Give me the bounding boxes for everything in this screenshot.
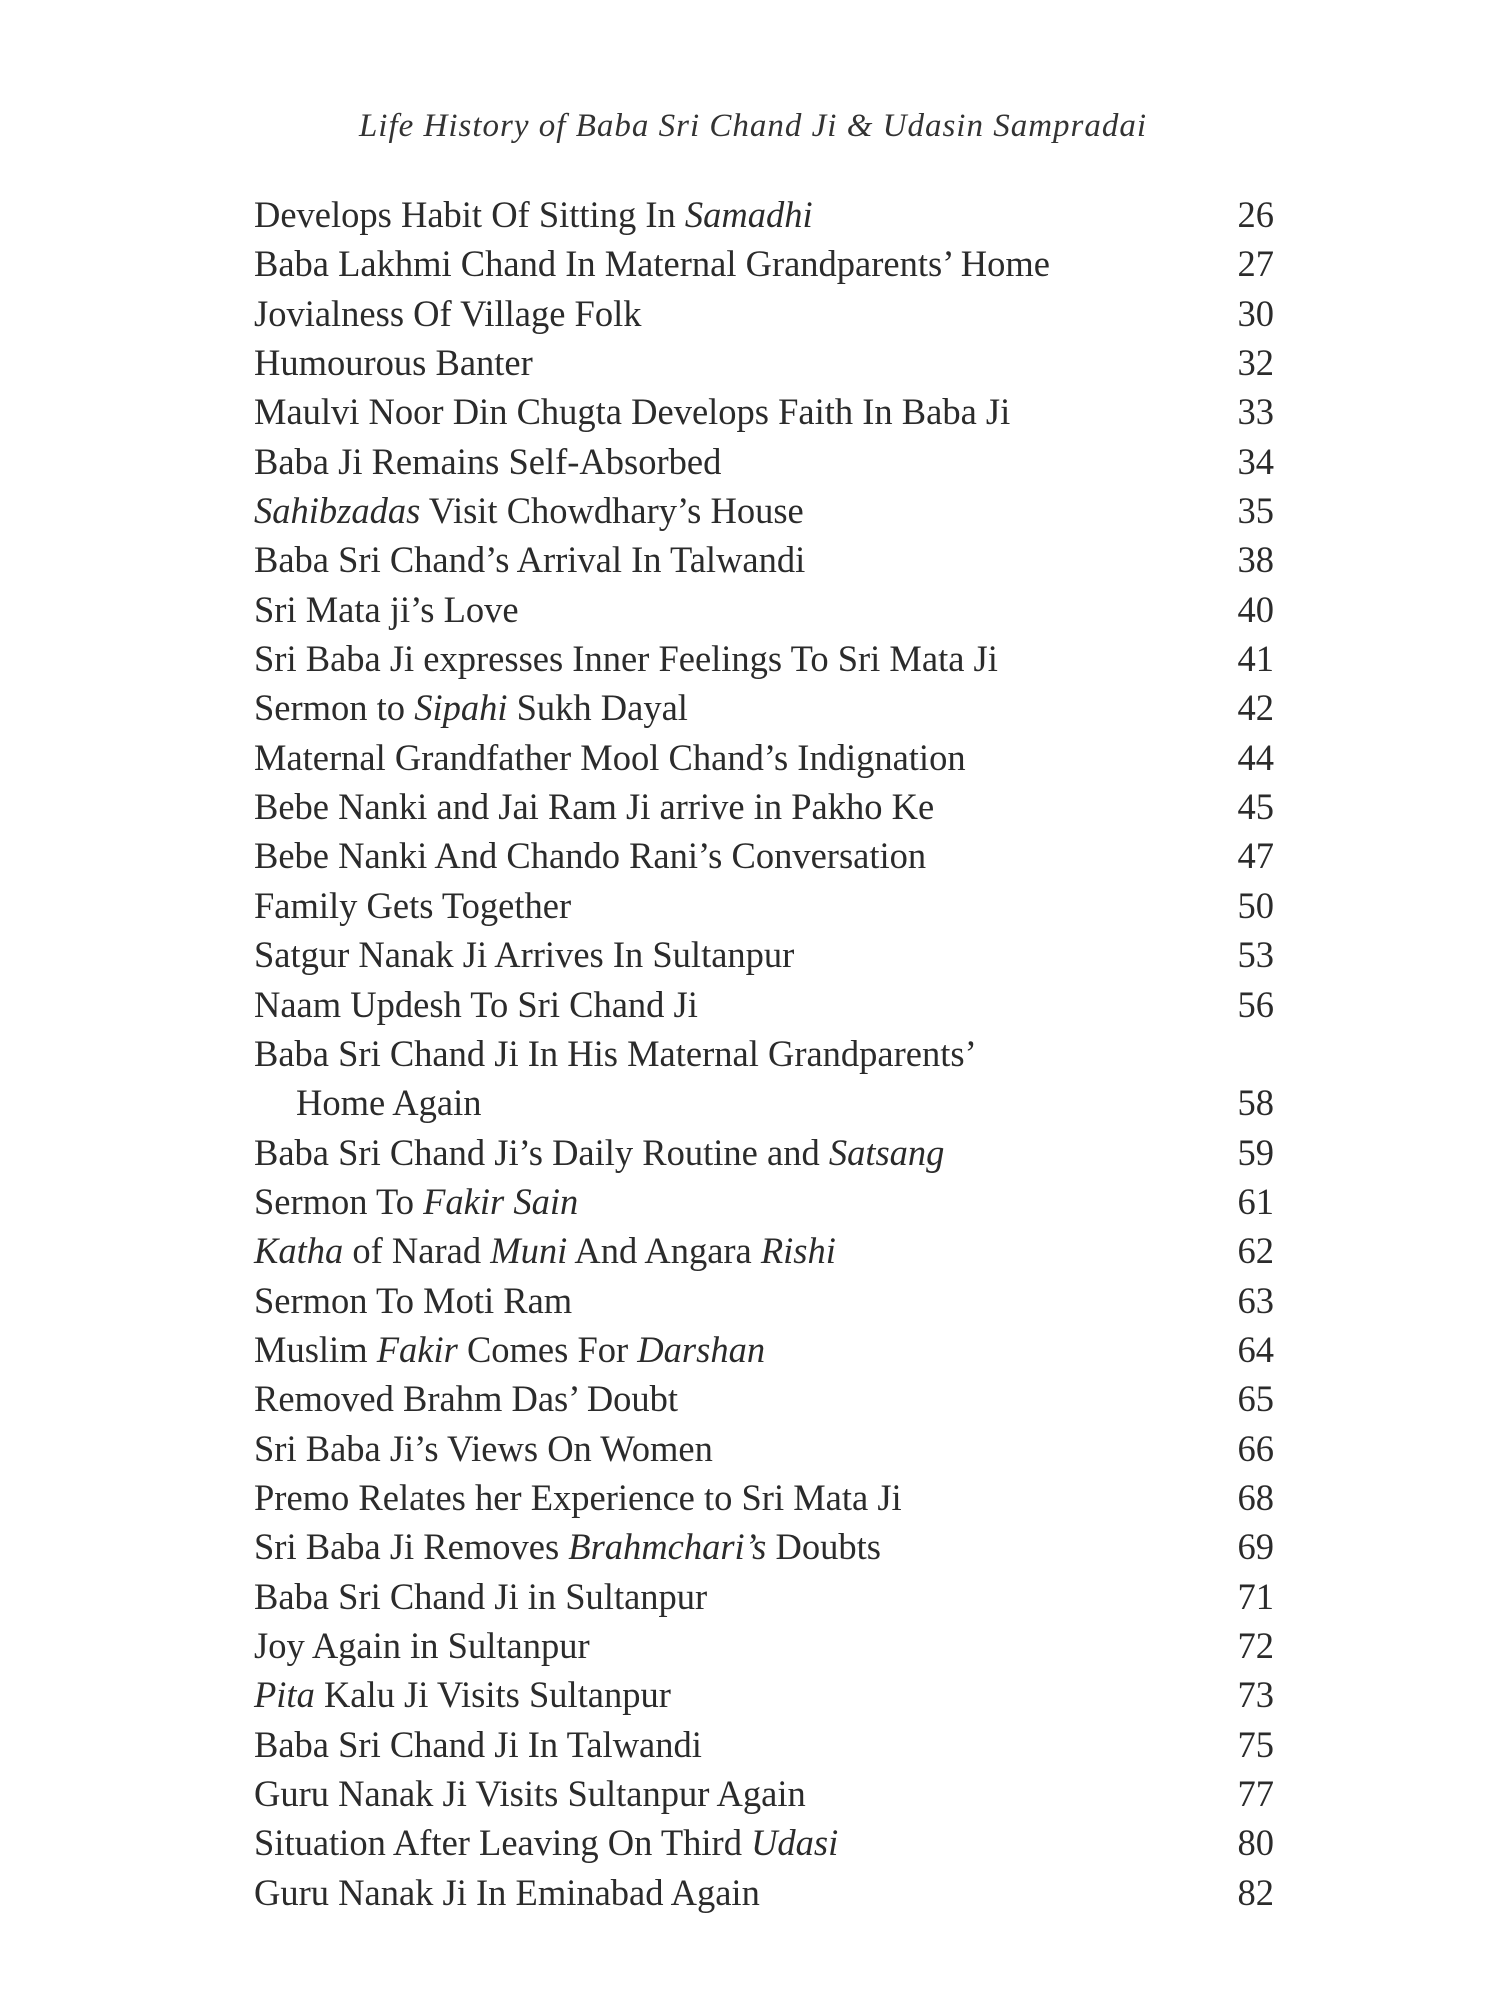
toc-entry bbox=[254, 1374, 1274, 1423]
toc-title-segment: Humourous Banter bbox=[254, 342, 533, 384]
toc-page-number: 65 bbox=[1237, 1378, 1274, 1420]
toc-entry bbox=[254, 1276, 1274, 1325]
toc-entry bbox=[254, 881, 1274, 930]
toc-title-continuation: Home Again bbox=[296, 1082, 482, 1124]
table-of-contents bbox=[254, 190, 1274, 1917]
toc-page-number: 72 bbox=[1237, 1624, 1274, 1666]
toc-page-number: 58 bbox=[1237, 1082, 1274, 1124]
toc-entry bbox=[254, 831, 1274, 880]
toc-entry-title bbox=[254, 683, 688, 732]
toc-entry-title bbox=[254, 1226, 836, 1275]
toc-page-number: 47 bbox=[1237, 835, 1274, 877]
toc-entry bbox=[254, 338, 1274, 387]
toc-title-segment: Baba Lakhmi Chand In Maternal Grandparents’ Home bbox=[254, 243, 1050, 285]
toc-entry-title bbox=[254, 1128, 944, 1177]
toc-title-segment: Sermon To bbox=[254, 1180, 424, 1222]
toc-entry-title bbox=[254, 733, 966, 782]
toc-title-segment: Guru Nanak Ji Visits Sultanpur Again bbox=[254, 1773, 806, 1814]
toc-page-number: 35 bbox=[1237, 490, 1274, 532]
toc-entry bbox=[254, 1029, 1274, 1128]
running-head: Life History of Baba Sri Chand Ji & Udasin Sampradai bbox=[358, 108, 1148, 144]
toc-entry-title bbox=[254, 930, 794, 979]
toc-title-segment: Baba Sri Chand Ji’s Daily Routine and bbox=[254, 1131, 829, 1173]
toc-title-segment: Maternal Grandfather Mool Chand’s Indignation bbox=[254, 736, 966, 778]
toc-entry bbox=[254, 486, 1274, 535]
toc-entry-title bbox=[254, 1276, 572, 1325]
toc-title-segment: of Narad bbox=[343, 1230, 491, 1272]
toc-entry bbox=[254, 289, 1274, 338]
toc-page-number: 59 bbox=[1237, 1131, 1274, 1173]
toc-entry bbox=[254, 239, 1274, 288]
toc-title-italic-segment: Muni bbox=[490, 1230, 568, 1272]
toc-entry-title bbox=[254, 831, 926, 880]
toc-entry-title bbox=[254, 289, 641, 338]
toc-title-segment: Maulvi Noor Din Chugta Develops Faith In Baba Ji bbox=[254, 391, 1011, 433]
toc-entry-title bbox=[254, 387, 1010, 436]
toc-entry-title bbox=[254, 239, 1050, 288]
toc-entry bbox=[254, 190, 1274, 239]
toc-entry bbox=[254, 1226, 1274, 1275]
toc-entry-title bbox=[254, 1325, 765, 1374]
toc-title-italic-segment: Samadhi bbox=[684, 194, 813, 235]
toc-entry bbox=[254, 1128, 1274, 1177]
toc-title-segment: Sri Baba Ji expresses Inner Feelings To Sri Mata Ji bbox=[254, 638, 998, 680]
toc-entry-title bbox=[254, 585, 519, 634]
toc-title-italic-segment: Darshan bbox=[637, 1328, 766, 1370]
toc-title-segment: Sermon To Moti Ram bbox=[254, 1279, 573, 1321]
toc-page-number: 27 bbox=[1237, 243, 1274, 285]
toc-entry-title bbox=[254, 1818, 838, 1867]
toc-page-number: 40 bbox=[1237, 588, 1274, 630]
toc-entry-title bbox=[254, 782, 934, 831]
toc-page-number: 38 bbox=[1237, 539, 1274, 581]
toc-page-number: 77 bbox=[1237, 1773, 1274, 1814]
toc-title-italic-segment: Fakir bbox=[376, 1328, 458, 1370]
toc-entry-title bbox=[254, 1769, 806, 1818]
toc-entry bbox=[254, 782, 1274, 831]
toc-title-segment: Sri Mata ji’s Love bbox=[254, 588, 519, 630]
toc-title-segment: Doubts bbox=[766, 1526, 881, 1568]
toc-title-italic-segment: Pita bbox=[254, 1674, 315, 1716]
toc-page-number: 75 bbox=[1237, 1723, 1274, 1765]
toc-page-number: 30 bbox=[1237, 292, 1274, 334]
toc-page-number: 63 bbox=[1237, 1279, 1274, 1321]
toc-page-number: 53 bbox=[1237, 934, 1274, 976]
toc-title-segment: Removed Brahm Das’ Doubt bbox=[254, 1378, 679, 1420]
toc-entry bbox=[254, 1325, 1274, 1374]
toc-entry bbox=[254, 387, 1274, 436]
toc-entry bbox=[254, 1670, 1274, 1719]
toc-entry bbox=[254, 535, 1274, 584]
toc-title-italic-segment: Fakir Sain bbox=[423, 1180, 579, 1222]
toc-page-number: 61 bbox=[1237, 1180, 1274, 1222]
toc-title-segment: Bebe Nanki And Chando Rani’s Conversation bbox=[254, 835, 927, 877]
toc-entry-title bbox=[254, 1424, 713, 1473]
toc-page-number: 44 bbox=[1237, 736, 1274, 778]
toc-title-segment: Comes For bbox=[457, 1328, 638, 1370]
toc-title-segment: Premo Relates her Experience to Sri Mata Ji bbox=[254, 1476, 902, 1518]
toc-entry bbox=[254, 1177, 1274, 1226]
toc-title-italic-segment: Rishi bbox=[760, 1230, 836, 1272]
toc-title-italic-segment: Udasi bbox=[751, 1822, 839, 1864]
toc-entry bbox=[254, 1522, 1274, 1571]
toc-title-italic-segment: Satsang bbox=[828, 1131, 945, 1173]
toc-title-segment: Sri Baba Ji Removes bbox=[254, 1526, 569, 1568]
toc-entry bbox=[254, 1720, 1274, 1769]
toc-entry bbox=[254, 1572, 1274, 1621]
toc-entry-title bbox=[254, 1374, 678, 1423]
toc-entry bbox=[254, 1473, 1274, 1522]
toc-page-number: 62 bbox=[1237, 1230, 1274, 1272]
toc-title-segment: Sri Baba Ji’s Views On Women bbox=[254, 1427, 713, 1469]
toc-entry-title bbox=[254, 1868, 760, 1917]
toc-title-segment: Develops Habit Of Sitting In bbox=[254, 194, 685, 235]
toc-title-segment: Situation After Leaving On Third bbox=[254, 1822, 752, 1864]
toc-page-number: 56 bbox=[1237, 983, 1274, 1025]
toc-entry bbox=[254, 1818, 1274, 1867]
toc-entry bbox=[254, 733, 1274, 782]
toc-page-number: 80 bbox=[1237, 1822, 1274, 1864]
toc-entry-title bbox=[254, 486, 804, 535]
toc-entry bbox=[254, 930, 1274, 979]
toc-page-number: 73 bbox=[1237, 1674, 1274, 1716]
toc-entry-title bbox=[254, 190, 813, 239]
toc-title-segment: Sukh Dayal bbox=[507, 687, 688, 729]
toc-page-number: 41 bbox=[1237, 638, 1274, 680]
toc-entry bbox=[254, 1621, 1274, 1670]
toc-page-number: 71 bbox=[1237, 1575, 1274, 1617]
toc-title-segment: Guru Nanak Ji In Eminabad Again bbox=[254, 1871, 760, 1913]
toc-page-number: 50 bbox=[1237, 884, 1274, 926]
toc-page-number: 64 bbox=[1237, 1328, 1274, 1370]
toc-title-segment: Joy Again in Sultanpur bbox=[254, 1624, 590, 1666]
toc-entry-title bbox=[254, 881, 571, 930]
toc-page-number: 45 bbox=[1237, 786, 1274, 828]
toc-entry-title bbox=[254, 980, 698, 1029]
toc-entry bbox=[254, 1868, 1274, 1917]
toc-title-segment: Baba Ji Remains Self-Absorbed bbox=[254, 440, 722, 482]
toc-entry bbox=[254, 1769, 1274, 1818]
toc-page-number: 32 bbox=[1237, 342, 1274, 384]
toc-title-segment: And Angara bbox=[567, 1230, 761, 1272]
toc-entry-title bbox=[254, 1029, 1134, 1128]
toc-entry bbox=[254, 437, 1274, 486]
toc-page-number: 66 bbox=[1237, 1427, 1274, 1469]
toc-title-segment: Jovialness Of Village Folk bbox=[254, 292, 642, 334]
toc-page-number: 42 bbox=[1237, 687, 1274, 729]
toc-entry-title bbox=[254, 1720, 702, 1769]
toc-title-segment: Baba Sri Chand Ji in Sultanpur bbox=[254, 1575, 708, 1617]
toc-title-segment: Baba Sri Chand’s Arrival In Talwandi bbox=[254, 539, 806, 581]
toc-title-segment: Visit Chowdhary’s House bbox=[420, 490, 804, 532]
toc-entry bbox=[254, 980, 1274, 1029]
toc-title-italic-segment: Sipahi bbox=[414, 687, 508, 729]
toc-entry-title bbox=[254, 1177, 578, 1226]
toc-title-segment: Baba Sri Chand Ji In His Maternal Grandparents’ bbox=[254, 1032, 977, 1074]
toc-entry-title bbox=[254, 338, 533, 387]
toc-entry-title bbox=[254, 437, 721, 486]
toc-entry bbox=[254, 683, 1274, 732]
toc-page-number: 68 bbox=[1237, 1476, 1274, 1518]
toc-page-number: 34 bbox=[1237, 440, 1274, 482]
toc-entry-title bbox=[254, 1522, 881, 1571]
toc-title-segment: Family Gets Together bbox=[254, 884, 572, 926]
toc-entry-title bbox=[254, 535, 805, 584]
toc-entry bbox=[254, 634, 1274, 683]
toc-title-segment: Bebe Nanki and Jai Ram Ji arrive in Pakho Ke bbox=[254, 786, 935, 828]
toc-entry-title bbox=[254, 634, 998, 683]
toc-title-italic-segment: Sahibzadas bbox=[254, 490, 421, 532]
toc-entry-title bbox=[254, 1572, 707, 1621]
toc-entry-title bbox=[254, 1670, 671, 1719]
toc-title-segment: Muslim bbox=[254, 1328, 377, 1370]
toc-page-number: 33 bbox=[1237, 391, 1274, 433]
toc-page-number: 26 bbox=[1237, 194, 1274, 235]
toc-page-number: 69 bbox=[1237, 1526, 1274, 1568]
toc-title-segment: Naam Updesh To Sri Chand Ji bbox=[254, 983, 698, 1025]
toc-title-italic-segment: Katha bbox=[254, 1230, 344, 1272]
toc-entry-title bbox=[254, 1473, 902, 1522]
toc-entry-title bbox=[254, 1621, 590, 1670]
toc-title-italic-segment: Brahmchari’s bbox=[568, 1526, 767, 1568]
toc-title-segment: Satgur Nanak Ji Arrives In Sultanpur bbox=[254, 934, 795, 976]
toc-entry bbox=[254, 1424, 1274, 1473]
toc-page-number: 82 bbox=[1237, 1871, 1274, 1913]
toc-title-segment: Kalu Ji Visits Sultanpur bbox=[314, 1674, 671, 1716]
toc-entry bbox=[254, 585, 1274, 634]
toc-title-segment: Sermon to bbox=[254, 687, 415, 729]
toc-title-segment: Baba Sri Chand Ji In Talwandi bbox=[254, 1723, 702, 1765]
